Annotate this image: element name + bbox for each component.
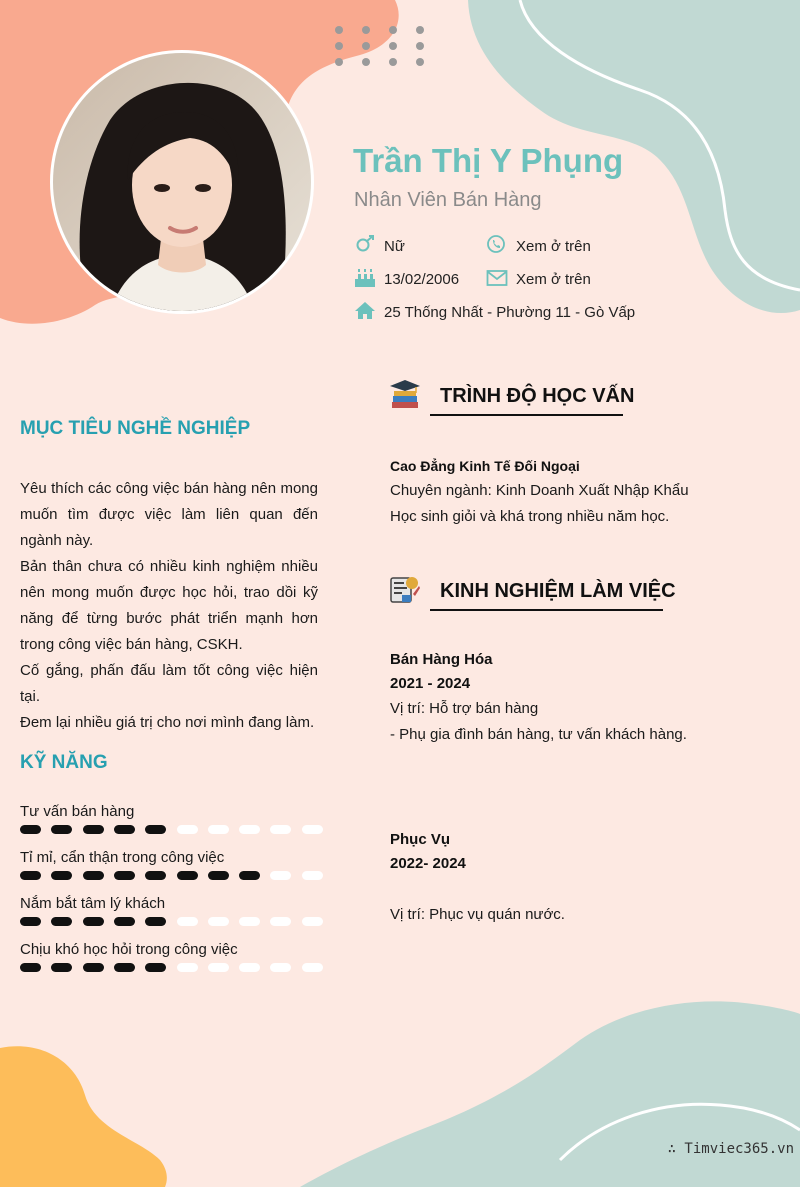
objective-title: MỤC TIÊU NGHỀ NGHIỆP bbox=[20, 418, 251, 439]
skill-dash bbox=[145, 917, 166, 926]
skill-dash bbox=[239, 825, 260, 834]
job-position: Vị trí: Phục vụ quán nước. bbox=[390, 906, 565, 923]
skill-dash bbox=[302, 825, 323, 834]
objective-paragraph: Yêu thích các công việc bán hàng nên mong muốn tìm được việc làm liên quan đến ngành này. bbox=[20, 480, 318, 549]
skill-dash bbox=[20, 917, 41, 926]
skill-dash bbox=[83, 963, 104, 972]
job-description: - Phụ gia đình bán hàng, tư vấn khách hàng. bbox=[390, 726, 687, 743]
skill-dash bbox=[20, 825, 41, 834]
skill-dash bbox=[177, 871, 198, 880]
skill-dash bbox=[145, 871, 166, 880]
skill-label: Chịu khó học hỏi trong công việc bbox=[20, 941, 238, 958]
skill-dash bbox=[208, 871, 229, 880]
objective-text bbox=[20, 476, 318, 736]
skill-dash bbox=[20, 871, 41, 880]
skill-dash bbox=[177, 917, 198, 926]
skill-dash bbox=[51, 825, 72, 834]
skill-dash bbox=[302, 871, 323, 880]
skill-dash bbox=[114, 871, 135, 880]
skill-dash bbox=[208, 825, 229, 834]
skill-rating bbox=[20, 871, 320, 881]
skill-dash bbox=[270, 825, 291, 834]
skill-dash bbox=[145, 963, 166, 972]
skill-label: Nắm bắt tâm lý khách bbox=[20, 895, 166, 912]
skill-dash bbox=[208, 963, 229, 972]
job-title: Nhân Viên Bán Hàng bbox=[354, 189, 542, 211]
address-value: 25 Thống Nhất - Phường 11 - Gò Vấp bbox=[384, 304, 636, 321]
phone-icon bbox=[486, 234, 508, 254]
job-company: Bán Hàng Hóa bbox=[390, 651, 493, 668]
home-icon bbox=[354, 301, 376, 321]
job-company: Phục Vụ bbox=[390, 831, 451, 848]
skill-dash bbox=[114, 917, 135, 926]
avatar bbox=[50, 50, 314, 314]
watermark-icon: ∴ bbox=[667, 1141, 685, 1157]
skill-dash bbox=[239, 963, 260, 972]
skill-dash bbox=[239, 917, 260, 926]
work-icon bbox=[389, 572, 421, 604]
skill-dash bbox=[177, 825, 198, 834]
skill-label: Tư vấn bán hàng bbox=[20, 803, 135, 820]
gender-value: Nữ bbox=[384, 238, 405, 255]
skill-dash bbox=[208, 917, 229, 926]
skill-dash bbox=[177, 963, 198, 972]
skill-rating bbox=[20, 917, 320, 927]
job-position: Vị trí: Hỗ trợ bán hàng bbox=[390, 700, 539, 717]
objective-paragraph: Đem lại nhiều giá trị cho nơi mình đang làm. bbox=[20, 714, 315, 731]
skill-dash bbox=[145, 825, 166, 834]
skill-dash bbox=[270, 917, 291, 926]
skill-dash bbox=[51, 917, 72, 926]
skill-dash bbox=[114, 825, 135, 834]
birthday-icon bbox=[354, 268, 376, 288]
objective-paragraph: Cố gắng, phấn đấu làm tốt công việc hiện tại. bbox=[20, 662, 318, 705]
email-value: Xem ở trên bbox=[516, 271, 591, 288]
gender-icon bbox=[354, 234, 376, 254]
experience-title-underline bbox=[430, 609, 663, 611]
birthday-value: 13/02/2006 bbox=[384, 271, 460, 288]
job-period: 2021 - 2024 bbox=[390, 675, 471, 692]
education-school: Cao Đẳng Kinh Tế Đối Ngoại bbox=[390, 458, 580, 474]
skill-dash bbox=[51, 871, 72, 880]
skill-rating bbox=[20, 963, 320, 973]
skill-dash bbox=[83, 871, 104, 880]
candidate-name: Trần Thị Y Phụng bbox=[353, 142, 624, 179]
objective-paragraph: Bản thân chưa có nhiều kinh nghiệm nhiều nên mong muốn được học hỏi, trao dồi kỹ năng để từng bước phát triển mạnh hơn trong công việc bán hàng, CSKH. bbox=[20, 558, 318, 653]
skill-dash bbox=[20, 963, 41, 972]
skill-dash bbox=[302, 963, 323, 972]
phone-value: Xem ở trên bbox=[516, 238, 591, 255]
skill-dash bbox=[114, 963, 135, 972]
skill-dash bbox=[51, 963, 72, 972]
experience-title: KINH NGHIỆM LÀM VIỆC bbox=[440, 580, 676, 602]
skill-dash bbox=[270, 871, 291, 880]
job-period: 2022- 2024 bbox=[390, 855, 466, 872]
education-title-underline bbox=[430, 414, 623, 416]
skill-dash bbox=[270, 963, 291, 972]
education-major: Chuyên ngành: Kinh Doanh Xuất Nhập Khẩu bbox=[390, 482, 689, 499]
skill-rating bbox=[20, 825, 320, 835]
education-title: TRÌNH ĐỘ HỌC VẤN bbox=[440, 385, 635, 407]
skill-dash bbox=[239, 871, 260, 880]
watermark-text: Timviec365.vn bbox=[684, 1141, 794, 1157]
watermark bbox=[668, 1141, 794, 1157]
education-note: Học sinh giỏi và khá trong nhiều năm học. bbox=[390, 508, 670, 525]
skill-dash bbox=[83, 917, 104, 926]
skill-label: Tỉ mỉ, cẩn thận trong công việc bbox=[20, 849, 225, 866]
graduation-icon bbox=[389, 378, 421, 410]
skills-title: KỸ NĂNG bbox=[20, 752, 108, 773]
skill-dash bbox=[83, 825, 104, 834]
email-icon bbox=[486, 268, 508, 288]
skill-dash bbox=[302, 917, 323, 926]
